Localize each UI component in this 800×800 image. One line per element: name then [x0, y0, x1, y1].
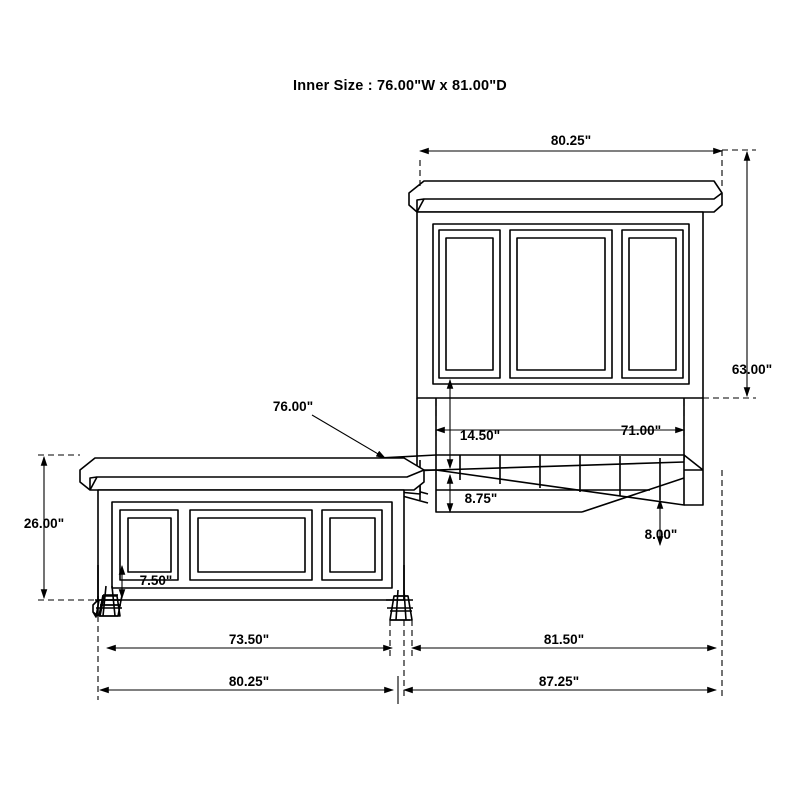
dim-footboard-leg-height: 7.50": [139, 573, 173, 588]
dim-footboard-height: 26.00": [23, 516, 65, 531]
dim-mattress-width-callout: 76.00": [272, 399, 314, 414]
dim-overall-length: 87.25": [538, 674, 580, 689]
dim-slat-height: 8.75": [464, 491, 498, 506]
dim-bed-length-side: 81.50": [543, 632, 585, 647]
dim-bed-length-inner: 73.50": [228, 632, 270, 647]
dim-headboard-height: 63.00": [731, 362, 773, 377]
bed-illustration: [80, 181, 722, 620]
diagram-title: Inner Size : 76.00"W x 81.00"D: [293, 78, 507, 94]
dim-footboard-overall-width: 80.25": [228, 674, 270, 689]
dim-headboard-panel-width: 71.00": [620, 423, 662, 438]
dim-rail-to-floor-upper: 14.50": [459, 428, 501, 443]
dim-side-rail-clearance: 8.00": [644, 527, 678, 542]
dim-headboard-width: 80.25": [550, 133, 592, 148]
